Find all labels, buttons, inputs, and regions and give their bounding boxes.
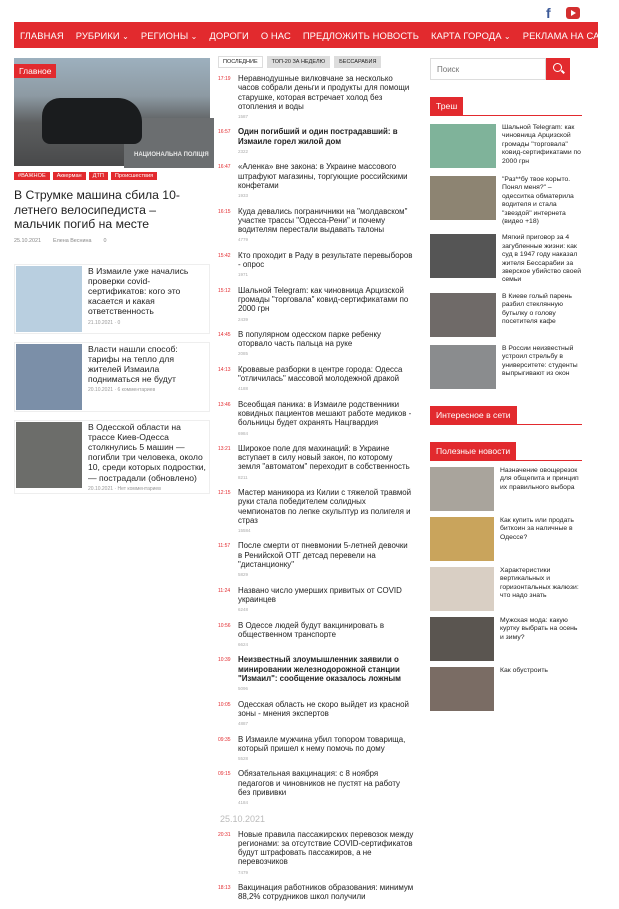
featured-meta xyxy=(14,238,210,244)
news-title[interactable]: Мастер маникюра из Килии с тяжелой травмой руки стала победителем солидных чемпионатов по лепке скульптур из полигеля и страз xyxy=(238,487,412,525)
news-views: 15584 xyxy=(238,528,251,534)
nav-item-suggest-news[interactable]: ПРЕДЛОЖИТЬ НОВОСТЬ xyxy=(302,29,419,41)
news-item[interactable] xyxy=(218,735,416,764)
tag[interactable]: Происшествия xyxy=(111,172,157,180)
news-title[interactable]: Назначение овощерезок для общепита и принцип их правильного выбора xyxy=(500,466,579,491)
tab-latest[interactable]: ПОСЛЕДНИЕ xyxy=(218,56,263,68)
news-item[interactable] xyxy=(218,251,416,280)
news-title[interactable]: "Раз**бу твое корыто. Понял меня?" – одесситка обматерила водителя и стала "звездой" интернета (видео +18) xyxy=(502,176,574,226)
news-body xyxy=(238,207,414,245)
news-time: 15:42 xyxy=(218,252,231,259)
section-trash xyxy=(430,96,582,116)
news-title[interactable]: Один погибший и один пострадавший: в Измаиле горел жилой дом xyxy=(238,127,398,146)
news-body xyxy=(238,286,414,324)
news-comments[interactable]: 6 комментариев xyxy=(117,387,156,394)
news-title[interactable]: В Одессе людей будут вакцинировать в общественном транспорте xyxy=(238,620,385,639)
news-views: 2439 xyxy=(238,316,249,322)
youtube-icon[interactable] xyxy=(566,7,580,19)
news-time: 10:56 xyxy=(218,622,231,629)
news-body xyxy=(238,883,414,903)
news-item[interactable] xyxy=(218,621,416,650)
news-title[interactable]: Неизвестный злоумышленник заявили о минировании железнодорожной станции "Измаил": сообщение оказалось ложным xyxy=(238,655,401,684)
news-item[interactable] xyxy=(218,162,416,200)
news-thumbnail[interactable] xyxy=(430,234,496,278)
news-title[interactable]: Власти нашли способ: тарифы на тепло для жителей Измаила подниматься не будут xyxy=(88,343,178,385)
date-header: 25.10.2021 xyxy=(220,813,266,824)
trash-list xyxy=(430,124,582,389)
news-thumbnail[interactable] xyxy=(16,266,82,332)
news-title[interactable]: В Одесской области на трассе Киев-Одесса столкнулись 5 машин — погибли три человека, около 10, среди которых подростки, — пострадали (обновлено) xyxy=(88,421,206,483)
list-item[interactable]: В Одесской области на трассе Киев-Одесса столкнулись 5 машин — погибли три человека, около 10, среди которых подростки, — пострадали (обновлено) 20.10.2021 · Нет комментариев xyxy=(14,420,210,494)
nav-item-rubrics[interactable]: РУБРИКИ ⌄ xyxy=(76,30,129,41)
news-time: 11:24 xyxy=(218,587,231,594)
news-time: 15:12 xyxy=(218,287,231,294)
news-date: 20.10.2021 xyxy=(88,387,114,394)
news-body xyxy=(238,365,414,394)
useful-list xyxy=(430,467,582,711)
news-views: 1587 xyxy=(238,114,249,120)
tag[interactable]: ДТП xyxy=(89,172,108,180)
news-body xyxy=(238,162,414,200)
news-title[interactable]: Мужская мода: какую куртку выбрать на осень и зиму? xyxy=(500,616,578,641)
news-time: 20:31 xyxy=(218,831,231,838)
news-title[interactable]: В Измаиле уже начались проверки covid-сертификатов: кого это касается и какая ответственность xyxy=(88,265,189,317)
news-body xyxy=(238,444,414,482)
list-item[interactable] xyxy=(430,667,582,711)
news-item[interactable] xyxy=(218,400,416,438)
news-title[interactable]: Вакцинация работников образования: минимум 88,2% сотрудников школ получили xyxy=(238,883,414,902)
news-thumbnail[interactable] xyxy=(430,517,494,561)
news-views: 2085 xyxy=(238,351,249,357)
news-item[interactable] xyxy=(218,883,416,903)
news-thumbnail[interactable] xyxy=(430,124,496,168)
news-item[interactable] xyxy=(218,488,416,535)
facebook-icon[interactable]: f xyxy=(546,5,551,21)
news-views: 8211 xyxy=(238,474,248,480)
news-body xyxy=(238,400,414,438)
news-title[interactable]: Обязательная вакцинация: с 8 ноября педагогов и чиновников не пустят на работу без прививки xyxy=(238,769,400,797)
news-body xyxy=(238,655,414,693)
news-views: 4184 xyxy=(238,800,249,806)
tag[interactable]: Аккерман xyxy=(53,172,86,180)
news-title[interactable]: Названо число умерших привитых от COVID украинцев xyxy=(238,585,402,604)
news-date: 21.10.2021 xyxy=(88,319,114,326)
photo-watermark: НАЦИОНАЛЬНА ПОЛІЦІЯ xyxy=(134,152,209,158)
section-useful xyxy=(430,441,582,461)
left-column xyxy=(14,58,210,494)
section-title[interactable]: Полезные новости xyxy=(430,442,516,460)
section-interesting xyxy=(430,405,582,425)
news-views: 1933 xyxy=(238,193,249,199)
news-body xyxy=(238,330,414,359)
news-thumbnail[interactable] xyxy=(16,344,82,410)
news-views: 5829 xyxy=(238,572,249,578)
news-time: 13:21 xyxy=(218,445,231,452)
news-title[interactable]: Широкое поле для махинаций: в Украине вступает в силу новый закон, по которому земля "автоматом" переходит в собственность xyxy=(238,443,410,472)
news-title[interactable]: Кровавые разборки в центре города: Одесса "отличилась" массовой молодежной дракой xyxy=(238,364,403,384)
news-body xyxy=(238,735,414,764)
featured-comments[interactable]: 0 xyxy=(103,237,107,244)
news-thumbnail[interactable] xyxy=(430,293,496,337)
list-item[interactable] xyxy=(430,467,582,511)
section-title[interactable]: Интересное в сети xyxy=(430,406,517,424)
news-thumbnail[interactable] xyxy=(430,176,496,220)
news-comments[interactable]: 0 xyxy=(117,319,121,326)
news-views: 1971 xyxy=(238,272,249,278)
news-views: 7479 xyxy=(238,869,249,875)
news-views: 4188 xyxy=(238,386,249,392)
list-item[interactable] xyxy=(430,176,582,226)
news-thumbnail[interactable] xyxy=(430,467,494,511)
list-item[interactable] xyxy=(430,124,582,168)
news-time: 16:47 xyxy=(218,164,231,171)
featured-tags xyxy=(14,172,210,180)
news-thumbnail[interactable] xyxy=(430,345,496,389)
featured-badge[interactable]: Главное xyxy=(14,64,56,78)
search-input[interactable] xyxy=(430,58,546,80)
news-time: 18:13 xyxy=(218,885,231,892)
list-item[interactable]: В Измаиле уже начались проверки covid-сертификатов: кого это касается и какая ответственность 21.10.2021 · 0 xyxy=(14,264,210,334)
news-time: 09:15 xyxy=(218,771,231,778)
news-item[interactable] xyxy=(218,286,416,324)
news-time: 10:39 xyxy=(218,657,231,664)
news-title[interactable]: Куда девались пограничники на "молдавском" участке трассы "Одесса-Рени" и почему водителям перестали выдавать талоны xyxy=(238,206,408,235)
news-item[interactable] xyxy=(218,830,416,877)
news-time: 16:15 xyxy=(218,208,231,215)
right-sidebar xyxy=(430,58,582,711)
news-body xyxy=(238,541,414,579)
news-title[interactable]: Одесская область не скоро выйдет из красной зоны - мнения экспертов xyxy=(238,699,409,718)
news-title[interactable]: В Киеве голый парень разбил стеклянную бутылку о голову посетителя кафе xyxy=(502,292,572,326)
news-title[interactable]: Шальной Telegram: как чиновница Арцизской громады "торговала" ковид-сертификатами по 2000 грн xyxy=(238,285,409,314)
news-time: 17:19 xyxy=(218,76,231,82)
news-comments[interactable]: Нет комментариев xyxy=(117,485,161,492)
news-title[interactable]: «Аленка» вне закона: в Украине массового штрафуют магазины, торгующие российскими конфетами xyxy=(238,162,408,190)
list-item[interactable] xyxy=(430,617,582,661)
news-body xyxy=(238,127,414,156)
news-title[interactable]: В Измаиле мужчина убил топором товарища, который пришел к нему помочь по дому xyxy=(238,734,406,753)
news-item[interactable] xyxy=(218,586,416,615)
featured-image[interactable] xyxy=(14,58,210,166)
news-item[interactable] xyxy=(218,127,416,156)
news-title[interactable]: Характеристики вертикальных и горизонтальных жалюзи: что надо знать xyxy=(500,566,579,600)
news-body xyxy=(238,769,414,807)
news-feed xyxy=(218,56,416,909)
news-item[interactable] xyxy=(218,207,416,245)
news-list-2 xyxy=(218,830,416,903)
news-title[interactable]: В России неизвестный устроил стрельбу в университете: студенты выпрыгивают из окон xyxy=(502,344,578,378)
news-views: 4887 xyxy=(238,721,249,727)
nav-item-home[interactable]: ГЛАВНАЯ xyxy=(20,29,64,41)
list-item[interactable] xyxy=(430,517,582,561)
list-item[interactable]: Власти нашли способ: тарифы на тепло для жителей Измаила подниматься не будут 20.10.2021 · 6 комментариев xyxy=(14,342,210,412)
news-body xyxy=(238,488,414,535)
news-item[interactable] xyxy=(218,330,416,359)
news-views: 5096 xyxy=(238,686,249,692)
news-thumbnail[interactable] xyxy=(16,422,82,488)
news-time: 14:45 xyxy=(218,331,231,338)
nav-item-ads[interactable]: РЕКЛАМА НА САЙТЕ xyxy=(522,29,619,41)
news-list xyxy=(218,74,416,808)
news-title[interactable]: Шальной Telegram: как чиновница Арцизской громады "торговала" ковид-сертификатами по 2000 грн xyxy=(502,124,581,165)
list-item[interactable] xyxy=(430,567,582,611)
news-views: 6984 xyxy=(238,430,249,436)
feed-tabs xyxy=(218,56,416,68)
news-body xyxy=(238,251,414,280)
news-item[interactable] xyxy=(218,444,416,482)
news-title[interactable]: Неравнодушные вилковчане за несколько часов собрали деньги и продукты для помощи старушке, которая встречает холод без отопления и воды xyxy=(238,74,410,111)
news-title[interactable]: Как купить или продать биткоин за наличные в Одессе? xyxy=(500,516,574,541)
news-body xyxy=(238,586,414,615)
featured-title[interactable]: В Струмке машина сбила 10-летнего велосипедиста – мальчик погиб на месте xyxy=(14,188,180,231)
nav-item-about[interactable]: О НАС xyxy=(260,29,291,41)
search-button[interactable] xyxy=(546,58,570,80)
news-item[interactable] xyxy=(218,655,416,693)
news-item[interactable] xyxy=(218,365,416,394)
tab-bessarabia[interactable]: БЕССАРАБИЯ xyxy=(334,56,381,68)
news-time: 14:13 xyxy=(218,366,231,373)
news-time: 10:05 xyxy=(218,701,231,708)
news-time: 09:35 xyxy=(218,736,231,743)
news-body xyxy=(238,700,414,729)
news-item[interactable] xyxy=(218,74,416,121)
news-views: 4779 xyxy=(238,237,249,243)
news-title[interactable]: После смерти от пневмонии 5-летней девочки в Ренийской ОТГ детсад перевели на "дистанционку" xyxy=(238,541,408,570)
news-views: 5528 xyxy=(238,756,249,762)
news-body xyxy=(238,621,414,650)
list-item[interactable] xyxy=(430,345,582,389)
news-time: 12:15 xyxy=(218,489,231,496)
news-title[interactable]: Как обустроить xyxy=(500,666,548,674)
news-item[interactable] xyxy=(218,700,416,729)
main-nav xyxy=(14,22,619,48)
tag[interactable]: #ВАЖНОЕ xyxy=(14,172,50,180)
news-time: 11:57 xyxy=(218,543,231,550)
featured-date: 25.10.2021 xyxy=(14,237,41,244)
news-title[interactable]: В популярном одесском парке ребенку оторвало часть пальца на руке xyxy=(238,329,381,349)
nav-item-roads[interactable]: ДОРОГИ xyxy=(209,29,249,41)
news-date: 20.10.2021 xyxy=(88,485,114,492)
featured-author[interactable]: Елена Веснина xyxy=(52,237,92,244)
list-item[interactable] xyxy=(430,234,582,284)
news-item[interactable] xyxy=(218,541,416,579)
news-views: 6248 xyxy=(238,607,249,613)
news-thumbnail[interactable] xyxy=(430,617,494,661)
nav-item-regions[interactable]: РЕГИОНЫ ⌄ xyxy=(141,30,198,41)
section-title[interactable]: Треш xyxy=(430,97,463,115)
news-title[interactable]: Новые правила пассажирских перевозок между регионами: за отсутствие COVID-сертификатов будут штрафовать пассажиров, а не перевозчиков xyxy=(238,829,414,867)
news-views: 6624 xyxy=(238,642,249,648)
news-title[interactable]: Кто проходит в Раду в результате перевыборов - опрос xyxy=(238,250,413,270)
news-thumbnail[interactable] xyxy=(430,567,494,611)
news-body xyxy=(238,830,414,877)
nav-item-city-map[interactable]: КАРТА ГОРОДА ⌄ xyxy=(431,30,511,41)
tab-top20[interactable]: ТОП-20 ЗА НЕДЕЛЮ xyxy=(267,56,331,68)
news-thumbnail[interactable] xyxy=(430,667,494,711)
news-body xyxy=(238,74,414,121)
news-title[interactable]: Мягкий приговор за 4 загубленные жизни: как суд в 1947 году наказал жителя Бессарабии за зверское убийство своей семьи xyxy=(502,234,582,284)
car-shape xyxy=(42,98,142,144)
news-time: 13:46 xyxy=(218,401,231,408)
news-time: 16:57 xyxy=(218,129,231,136)
news-views: 2322 xyxy=(238,149,249,155)
news-item[interactable] xyxy=(218,769,416,807)
news-title[interactable]: Всеобщая паника: в Измаиле родственники ковидных пациентов мешают работе медиков - больницы будет охранять Нацгвардия xyxy=(238,399,412,428)
search-form xyxy=(430,58,582,80)
list-item[interactable] xyxy=(430,293,582,337)
